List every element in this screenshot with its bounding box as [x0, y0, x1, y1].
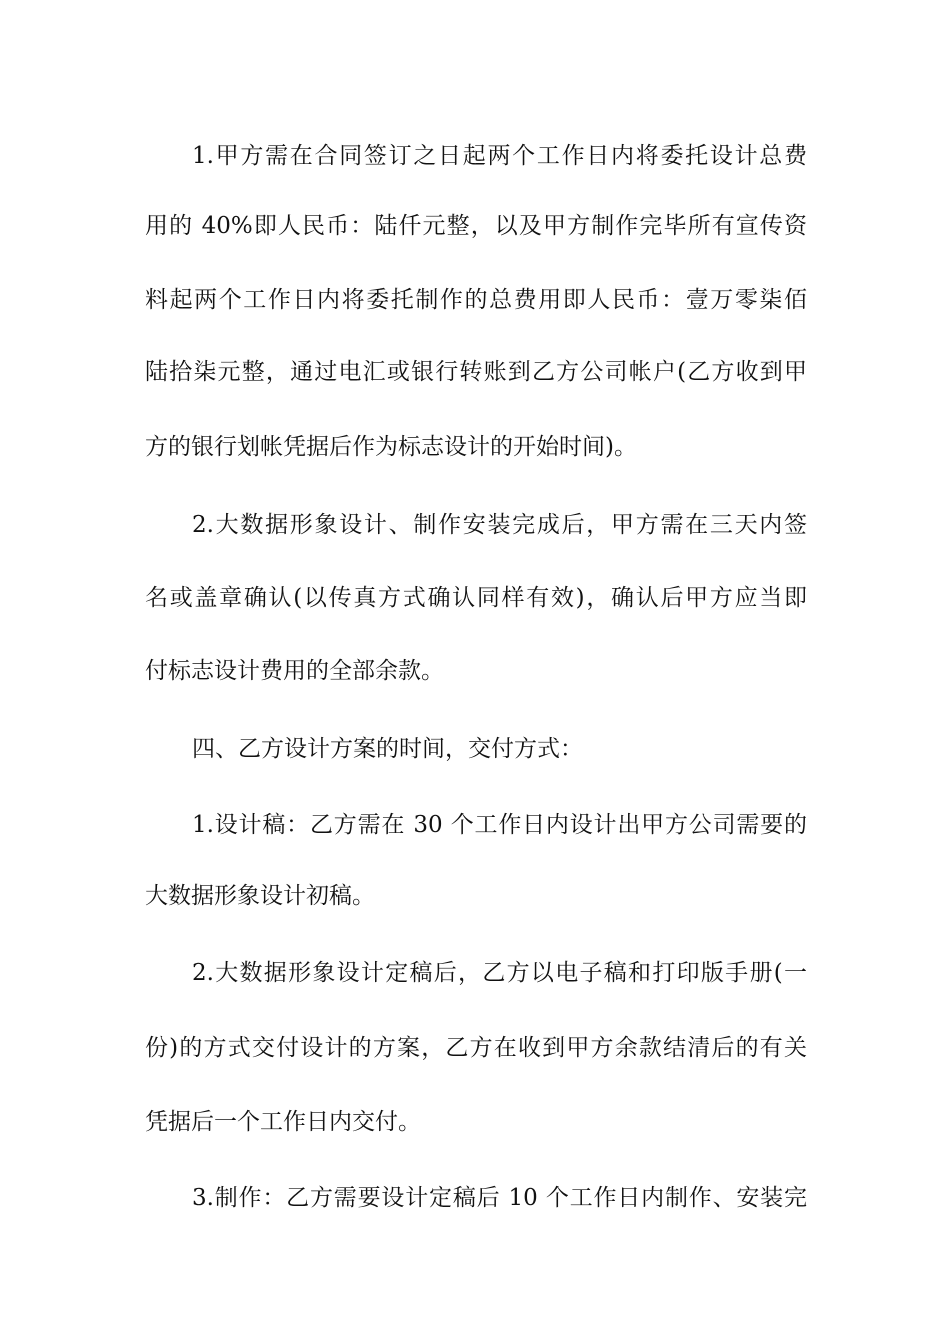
paragraph-line: 方的银行划帐凭据后作为标志设计的开始时间)。	[145, 434, 637, 460]
paragraph-line: 2.大数据形象设计、制作安装完成后，甲方需在三天内签	[192, 512, 807, 538]
paragraph-line: 2.大数据形象设计定稿后，乙方以电子稿和打印版手册(一	[192, 960, 807, 986]
paragraph-line: 用的 40%即人民币：陆仟元整，以及甲方制作完毕所有宣传资	[145, 213, 807, 239]
paragraph-line: 名或盖章确认(以传真方式确认同样有效)，确认后甲方应当即	[145, 585, 807, 611]
paragraph-line: 份)的方式交付设计的方案，乙方在收到甲方余款结清后的有关	[145, 1035, 807, 1061]
paragraph-line: 付标志设计费用的全部余款。	[145, 658, 444, 684]
paragraph-line: 凭据后一个工作日内交付。	[145, 1109, 421, 1135]
paragraph-line: 料起两个工作日内将委托制作的总费用即人民币：壹万零柒佰	[145, 287, 807, 313]
paragraph-line: 3.制作：乙方需要设计定稿后 10 个工作日内制作、安装完	[192, 1185, 807, 1211]
section-heading: 四、乙方设计方案的时间，交付方式：	[192, 736, 583, 762]
paragraph-line: 陆拾柒元整，通过电汇或银行转账到乙方公司帐户(乙方收到甲	[145, 359, 807, 385]
paragraph-line: 大数据形象设计初稿。	[145, 883, 375, 909]
paragraph-line: 1.甲方需在合同签订之日起两个工作日内将委托设计总费	[192, 143, 807, 169]
paragraph-line: 1.设计稿：乙方需在 30 个工作日内设计出甲方公司需要的	[192, 812, 807, 838]
